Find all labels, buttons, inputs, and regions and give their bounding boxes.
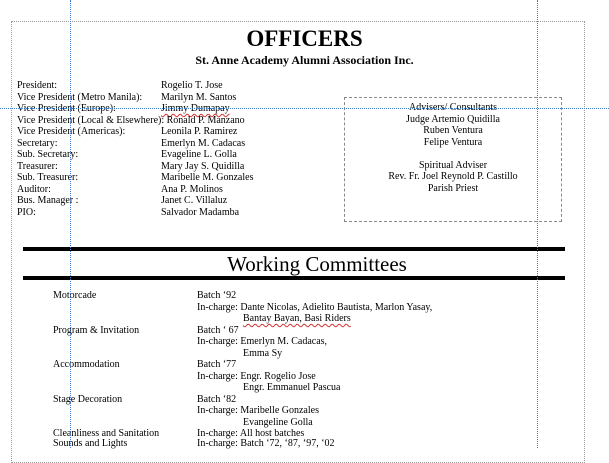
committee-line: Batch ‘77: [197, 359, 237, 370]
committee-line: In-charge: Emerlyn M. Cadacas,: [197, 336, 328, 347]
officer-role: Vice President (Americas):: [17, 126, 126, 137]
officer-name: Janet C. Villaluz: [161, 195, 228, 206]
committee-line: In-charge: All host batches: [197, 428, 305, 439]
committee-name: Stage Decoration: [53, 393, 123, 405]
officer-name: Ana P. Molinos: [161, 183, 223, 195]
officer-role: Sub. Secretary:: [17, 149, 79, 160]
advisers-heading: Advisers/ Consultants: [408, 102, 498, 113]
committee-line: Engr. Emmanuel Pascua: [243, 382, 341, 393]
heading-rule-bottom: [23, 276, 565, 280]
advisers-text-box[interactable]: [344, 97, 562, 222]
officer-role: Sub. Treasurer:: [17, 172, 79, 183]
committee-name: Program & Invitation: [53, 324, 140, 336]
officer-name: Rogelio T. Jose: [161, 80, 223, 91]
officer-role: Bus. Manager :: [17, 195, 79, 206]
officer-role: Vice President (Metro Manila):: [17, 91, 143, 103]
committee-line: Emma Sy: [243, 347, 283, 359]
committee-line: Batch ‘82: [197, 393, 237, 405]
committee-name: Sounds and Lights: [53, 438, 128, 449]
officer-name: Evageline L. Golla: [161, 149, 237, 160]
committee-name: Accommodation: [53, 359, 120, 370]
officer-role: Treasurer:: [17, 160, 58, 172]
committee-line: In-charge: Dante Nicolas, Adielito Bautista, Marlon Yasay,: [197, 301, 433, 313]
layout-guide-horizontal: [0, 108, 609, 109]
committee-line: In-charge: Batch ‘72, ‘87, ‘97, ‘02: [197, 438, 335, 449]
officer-name: Leonila P. Ramirez: [161, 126, 238, 137]
adviser-name: Judge Artemio Quidilla: [406, 113, 500, 125]
page-subtitle: St. Anne Academy Alumni Association Inc.: [195, 53, 414, 67]
officer-role: Auditor:: [17, 183, 51, 195]
committee-line: In-charge: Maribelle Gonzales: [197, 405, 319, 416]
officer-name: Emerlyn M. Cadacas: [161, 137, 246, 149]
officer-name: Salvador Madamba: [161, 206, 240, 218]
spiritual-adviser-name: Rev. Fr. Joel Reynold P. Castillo: [388, 171, 518, 182]
adviser-name: Ruben Ventura: [423, 125, 483, 136]
adviser-name: Felipe Ventura: [423, 136, 483, 148]
spiritual-adviser-title: Parish Priest: [427, 182, 479, 194]
officer-name: Maribelle M. Gonzales: [161, 172, 254, 183]
officer-role: Secretary:: [17, 137, 58, 149]
spiritual-adviser-heading: Spiritual Adviser: [418, 159, 488, 171]
officer-role: Vice President (Local & Elsewhere): Ronald P. Manzano: [17, 114, 245, 126]
committee-line: Batch ‘92: [197, 290, 237, 301]
layout-guide-vertical: [537, 0, 538, 448]
committee-line: Batch ‘ 67: [197, 324, 239, 336]
committee-line: Evangeline Golla: [243, 416, 313, 428]
committee-name: Motorcade: [53, 290, 97, 301]
layout-guide-vertical: [70, 0, 71, 448]
committee-line: In-charge: Engr. Rogelio Jose: [197, 370, 316, 382]
page-title: OFFICERS: [246, 26, 363, 51]
committee-line: Bantay Bayan, Basi Riders: [243, 313, 351, 324]
officer-name: Marilyn M. Santos: [161, 91, 237, 103]
officer-role: President:: [17, 80, 57, 91]
committees-title: Working Committees: [227, 252, 407, 276]
officer-name: Jimmy Dumapay: [161, 103, 230, 114]
officer-role: PIO:: [17, 206, 36, 218]
officer-name: Mary Jay S. Quidilla: [161, 160, 245, 172]
heading-rule-top: [23, 247, 565, 251]
officer-role: Vice President (Europe):: [17, 103, 116, 114]
committee-name: Cleanliness and Sanitation: [53, 428, 160, 439]
